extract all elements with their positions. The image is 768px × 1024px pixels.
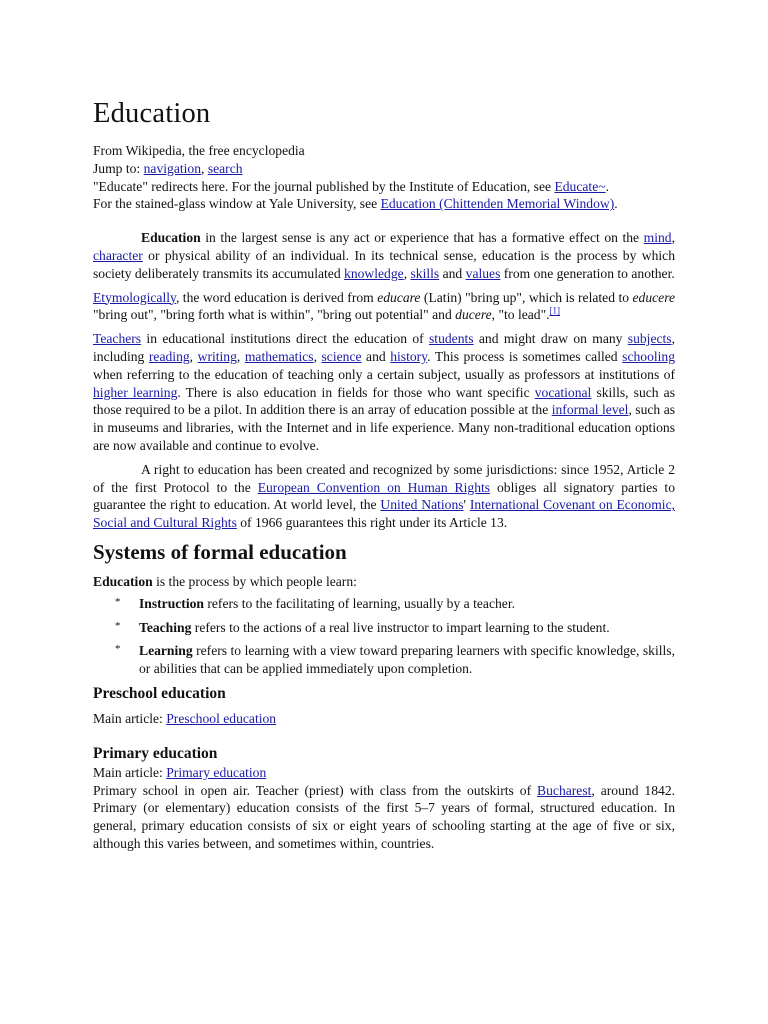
bullet-icon: * bbox=[115, 643, 121, 656]
tagline: From Wikipedia, the free encyclopedia bbox=[93, 143, 305, 158]
systems-list bbox=[93, 595, 675, 678]
icescr-link[interactable]: International Covenant on Economic, Social and Cultural Rights bbox=[93, 497, 675, 531]
hatnote-educate: "Educate" redirects here. For the journal published by the Institute of Education, see Educate~. bbox=[93, 178, 609, 194]
skills-link[interactable]: skills bbox=[410, 265, 440, 281]
preschool-education-link[interactable]: Preschool education bbox=[166, 710, 277, 726]
united-nations-link[interactable]: United Nations bbox=[380, 497, 464, 513]
hatnote-window: For the stained-glass window at Yale University, see Education (Chittenden Memorial Window). bbox=[93, 196, 618, 212]
bullet-icon: * bbox=[115, 595, 121, 608]
knowledge-link[interactable]: knowledge bbox=[344, 265, 404, 281]
search-link[interactable]: search bbox=[207, 160, 243, 176]
echr-link[interactable]: European Convention on Human Rights bbox=[257, 479, 491, 495]
page-title: Education bbox=[93, 98, 211, 129]
informal-level-link[interactable]: informal level bbox=[551, 402, 629, 418]
etymologically-link[interactable]: Etymologically bbox=[93, 289, 176, 305]
navigation-link[interactable]: navigation bbox=[143, 160, 202, 176]
educate-link[interactable]: Educate~ bbox=[554, 178, 606, 194]
paragraph-rights: A right to education has been created and recognized by some jurisdictions: since 1952, Article 2 of the first Protocol to the European Convention on Human Rights obliges all signatory parties to guarantee the right to education. At world level, the United Nations' International Covenant on Economic, Social and Cultural Rights of 1966 guarantees this right under its Article 13. bbox=[93, 461, 676, 531]
article-body bbox=[93, 96, 675, 853]
paragraph-teachers: Teachers in educational institutions direct the education of students and might draw on many subjects, including reading, writing, mathematics, science and history. This process is sometimes called schooling when referring to the education of teaching only a certain subject, usually as professors at institutions of higher learning. There is also education in fields for those who want specific vocational skills, such as those required to be a pilot. In addition there is an array of education possible at the informal level, such as in museums and libraries, with the Internet and in life experience. Many non-traditional education options are now available and continue to evolve. bbox=[93, 331, 676, 453]
character-link[interactable]: character bbox=[93, 247, 143, 263]
preschool-main-article: Main article: Preschool education bbox=[93, 710, 277, 726]
chittenden-window-link[interactable]: Education (Chittenden Memorial Window) bbox=[380, 196, 615, 212]
systems-intro: Education is the process by which people learn: bbox=[93, 573, 357, 589]
students-link[interactable]: students bbox=[429, 331, 474, 347]
reference-1-link[interactable]: [1] bbox=[549, 305, 561, 316]
paragraph-etymology: Etymologically, the word education is derived from educare (Latin) "bring up", which is related to educere "bring out", "bring forth what is within", "bring out potential" and ducere, "to lead".[1] bbox=[93, 289, 676, 323]
jump-links: Jump to: navigation, search bbox=[93, 160, 243, 176]
history-link[interactable]: history bbox=[390, 348, 428, 364]
mathematics-link[interactable]: mathematics bbox=[244, 348, 314, 364]
schooling-link[interactable]: schooling bbox=[622, 348, 676, 364]
list-item: * Instruction refers to the facilitating of learning, usually by a teacher. bbox=[115, 595, 515, 611]
higher-learning-link[interactable]: higher learning bbox=[93, 384, 178, 400]
jump-label: Jump to: bbox=[93, 160, 141, 176]
values-link[interactable]: values bbox=[465, 265, 501, 281]
bucharest-link[interactable]: Bucharest bbox=[537, 782, 592, 798]
paragraph-primary: Primary school in open air. Teacher (priest) with class from the outskirts of Bucharest, around 1842. Primary (or elementary) education consists of the first 5–7 years of formal, structured education. In general, primary education consists of six or eight years of schooling starting at the age of five or six, although this varies between, and sometimes within, countries. bbox=[93, 782, 676, 851]
teachers-link[interactable]: Teachers bbox=[93, 331, 142, 347]
primary-main-article: Main article: Primary education bbox=[93, 764, 267, 780]
list-item: * Learning refers to learning with a view toward preparing learners with specific knowledge, skills, or abilities that can be applied immediately upon completion. bbox=[115, 643, 675, 677]
bullet-icon: * bbox=[115, 619, 121, 632]
science-link[interactable]: science bbox=[321, 348, 362, 364]
paragraph-intro: Education in the largest sense is any act or experience that has a formative effect on the mind, character or physical ability of an individual. In its technical sense, education is the process by which society deliberately transmits its accumulated knowledge, skills and values from one generation to another. bbox=[93, 230, 675, 281]
section-heading-primary: Primary education bbox=[93, 744, 218, 762]
mind-link[interactable]: mind bbox=[643, 230, 672, 246]
vocational-link[interactable]: vocational bbox=[534, 384, 592, 400]
section-heading-systems: Systems of formal education bbox=[93, 539, 347, 564]
writing-link[interactable]: writing bbox=[197, 348, 237, 364]
subjects-link[interactable]: subjects bbox=[627, 331, 672, 347]
section-heading-preschool: Preschool education bbox=[93, 684, 226, 702]
list-item: * Teaching refers to the actions of a real live instructor to impart learning to the student. bbox=[115, 619, 610, 635]
reading-link[interactable]: reading bbox=[148, 348, 190, 364]
primary-education-link[interactable]: Primary education bbox=[166, 764, 267, 780]
